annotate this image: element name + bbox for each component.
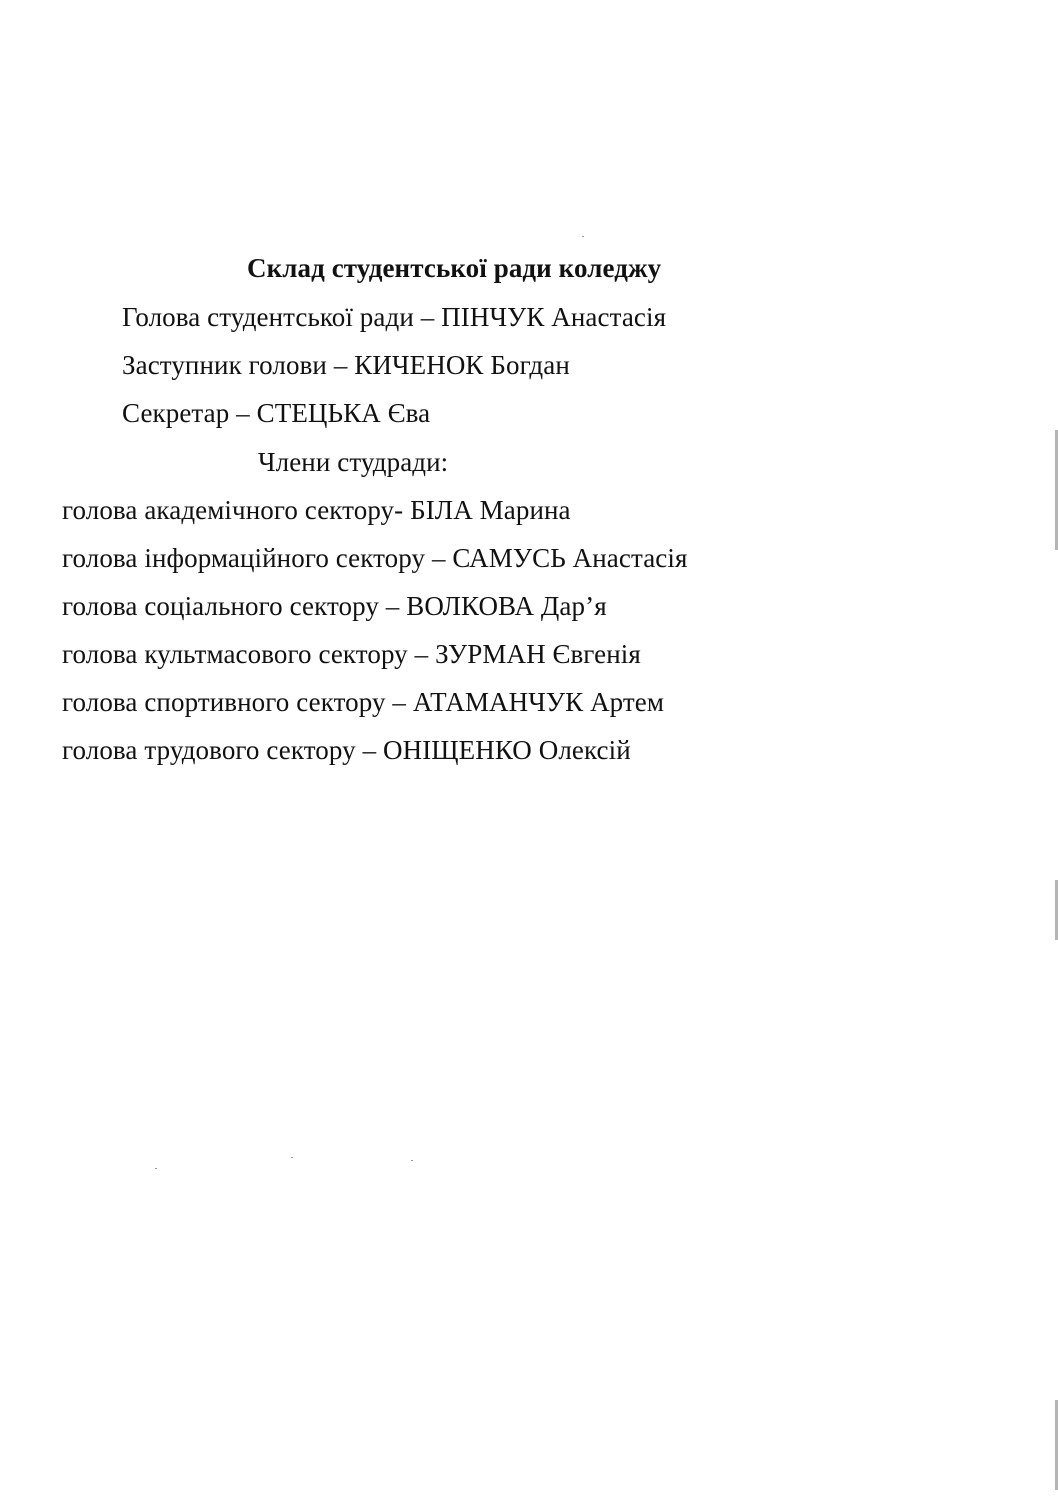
scan-speck: [291, 1157, 293, 1158]
member-labor: голова трудового сектору – ОНІЩЕНКО Олексій: [62, 735, 631, 765]
scan-speck: [411, 1160, 413, 1161]
member-information: голова інформаційного сектору – САМУСЬ Анастасія: [62, 543, 688, 573]
member-cultural: голова культмасового сектору – ЗУРМАН Євгенія: [62, 639, 641, 669]
officer-chair: Голова студентської ради – ПІНЧУК Анастасія: [122, 302, 667, 332]
member-academic: голова академічного сектору- БІЛА Марина: [62, 495, 571, 525]
document-title: Склад студентської ради коледжу: [247, 253, 662, 283]
scan-speck: [155, 1168, 157, 1169]
officer-deputy: Заступник голови – КИЧЕНОК Богдан: [122, 350, 570, 380]
member-social: голова соціального сектору – ВОЛКОВА Дар’я: [62, 591, 607, 621]
scan-speck: [582, 236, 584, 237]
members-heading: Члени студради:: [258, 447, 449, 477]
officer-secretary: Секретар – СТЕЦЬКА Єва: [122, 398, 431, 428]
member-sports: голова спортивного сектору – АТАМАНЧУК Артем: [62, 687, 665, 717]
